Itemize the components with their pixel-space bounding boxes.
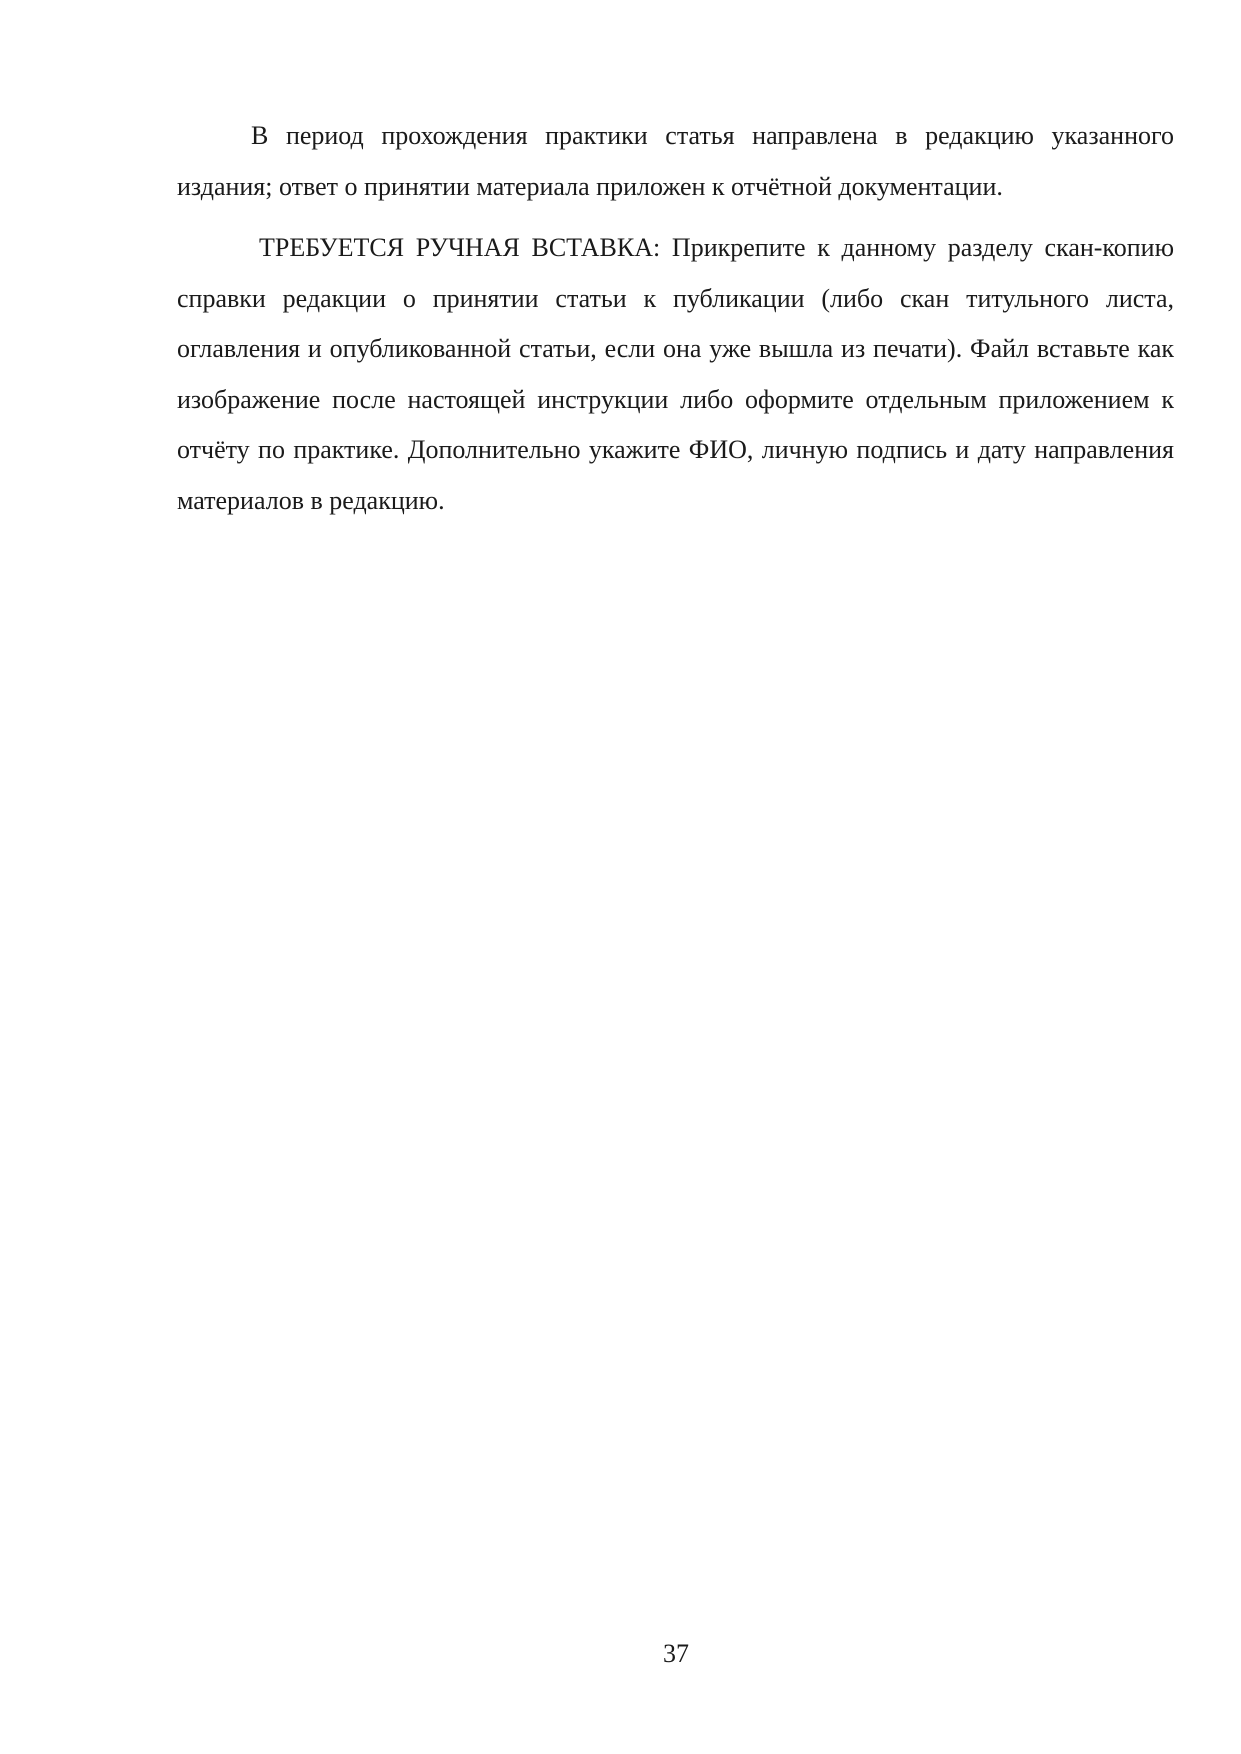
paragraph-manual-insert-instruction: ТРЕБУЕТСЯ РУЧНАЯ ВСТАВКА: Прикрепите к данному разделу скан-копию справки редакции о принятии статьи к публикации (либо скан титульного листа, оглавления и опубликованной статьи, если она уже вышла из печати). Файл вставьте как изображение после настоящей инструкции либо оформите отдельным приложением к отчёту по практике. Дополнительно укажите ФИО, личную подпись и дату направления материалов в редакцию. (177, 233, 1174, 515)
body-text (177, 111, 1174, 526)
page-number: 37 (663, 1639, 689, 1668)
paragraph-submission-note: В период прохождения практики статья направлена в редакцию указанного издания; ответ о принятии материала приложен к отчётной документации. (177, 121, 1174, 201)
